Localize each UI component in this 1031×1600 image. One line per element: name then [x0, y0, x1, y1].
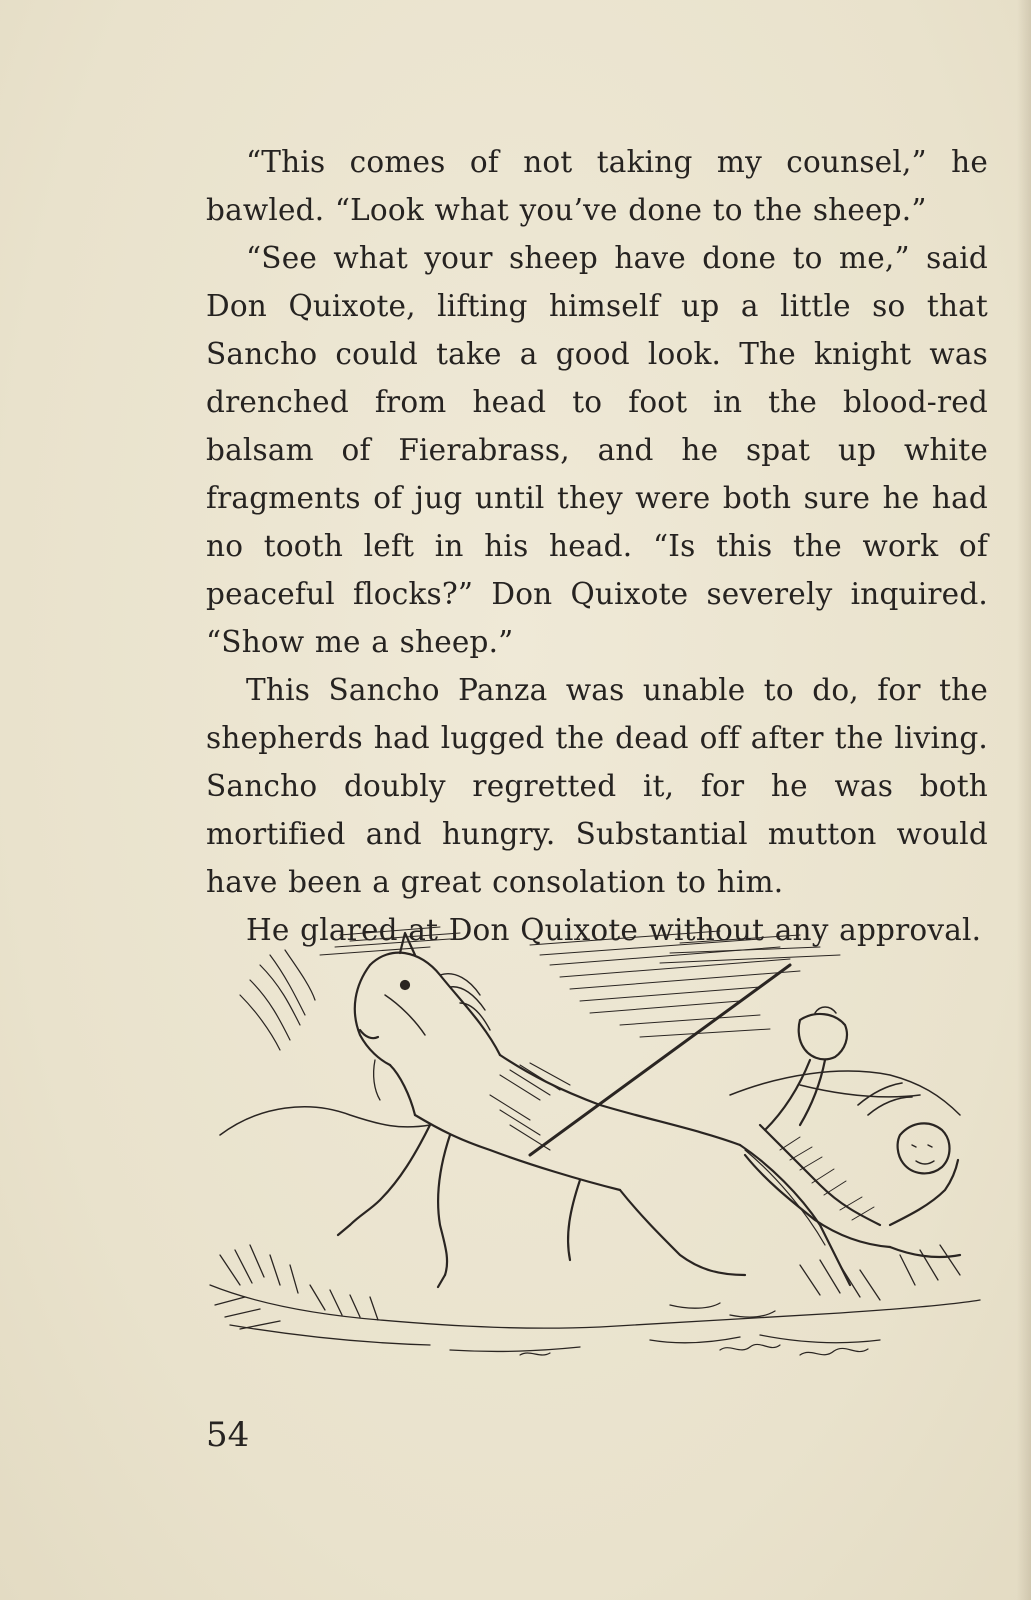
ground [210, 1245, 980, 1351]
body-text [206, 138, 988, 954]
paragraph: This Sancho Panza was unable to do, for the shepherds had lugged the dead off after the living. Sancho doubly regretted it, for he was both mortified and hungry. Substantial mutton would have been a great consolation to him. [206, 673, 988, 899]
page-number: 54 [206, 1415, 250, 1455]
sky-hatching [320, 927, 840, 1037]
ground-squiggles [520, 1344, 868, 1355]
motion-lines [240, 950, 315, 1050]
lance [530, 965, 790, 1155]
page-edge-shadow [1017, 0, 1031, 1600]
hills [220, 1071, 960, 1135]
paragraph: He glared at Don Quixote without any approval. [246, 913, 982, 947]
knight [745, 1007, 960, 1257]
illustration-horse-knight [200, 925, 990, 1395]
paragraph: “See what your sheep have done to me,” said Don Quixote, lifting himself up a little so that Sancho could take a good look. The knight was drenched from head to foot in the blood-red balsam of Fierabrass, and he spat up white fragments of jug until they were both sure he had no tooth left in his head. “Is this the work of peaceful flocks?” Don Quixote severely inquired. “Show me a sheep.” [206, 241, 988, 659]
paragraph: “This comes of not taking my counsel,” he bawled. “Look what you’ve done to the sheep.” [206, 145, 988, 227]
